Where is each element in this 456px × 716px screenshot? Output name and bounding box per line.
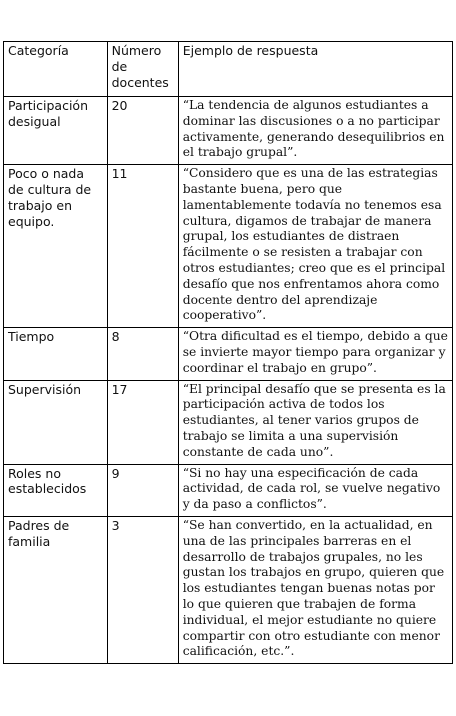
header-row	[4, 42, 453, 97]
row-category: Tiempo	[4, 328, 108, 380]
row-example: “Se han convertido, en la actualidad, en una de las principales barreras en el desarrollo de trabajos grupales, no les gustan los trabajos en grupo, quieren que los estudiantes tengan buenas notas por lo que quieren que trabajen de forma individual, el mejor estudiante no quiere compartir con otro estudiante con menor calificación, etc.”.	[178, 516, 452, 663]
header-example: Ejemplo de respuesta	[178, 42, 452, 97]
responses-table	[3, 41, 453, 664]
row-count: 8	[107, 328, 178, 380]
table-row	[4, 464, 453, 516]
table-row	[4, 165, 453, 328]
header-count: Número de docentes	[107, 42, 178, 97]
header-category: Categoría	[4, 42, 108, 97]
row-category: Padres de familia	[4, 516, 108, 663]
table-header	[4, 42, 453, 97]
row-count: 20	[107, 97, 178, 165]
row-category: Participación desigual	[4, 97, 108, 165]
row-count: 11	[107, 165, 178, 328]
table-body	[4, 97, 453, 664]
row-example: “El principal desafío que se presenta es la participación activa de todos los estudiantes, al tener varios grupos de trabajo se limita a una supervisión constante de cada uno”.	[178, 380, 452, 464]
row-category: Roles no establecidos	[4, 464, 108, 516]
row-category: Supervisión	[4, 380, 108, 464]
row-example: “La tendencia de algunos estudiantes a dominar las discusiones o a no participar activamente, generando desequilibrios en el trabajo grupal”.	[178, 97, 452, 165]
row-example: “Considero que es una de las estrategias bastante buena, pero que lamentablemente todavía no tenemos esa cultura, digamos de trabajar de manera grupal, los estudiantes de distraen fácilmente o se resisten a trabajar con otros estudiantes; creo que es el principal desafío que nos enfrentamos ahora como docente dentro del aprendizaje cooperativo”.	[178, 165, 452, 328]
row-count: 9	[107, 464, 178, 516]
row-count: 17	[107, 380, 178, 464]
table-row	[4, 328, 453, 380]
row-count: 3	[107, 516, 178, 663]
table-row	[4, 380, 453, 464]
row-example: “Otra dificultad es el tiempo, debido a que se invierte mayor tiempo para organizar y coordinar el trabajo en grupo”.	[178, 328, 452, 380]
row-category: Poco o nada de cultura de trabajo en equipo.	[4, 165, 108, 328]
table-row	[4, 516, 453, 663]
table-row	[4, 97, 453, 165]
row-example: “Si no hay una especificación de cada actividad, de cada rol, se vuelve negativo y da paso a conflictos”.	[178, 464, 452, 516]
